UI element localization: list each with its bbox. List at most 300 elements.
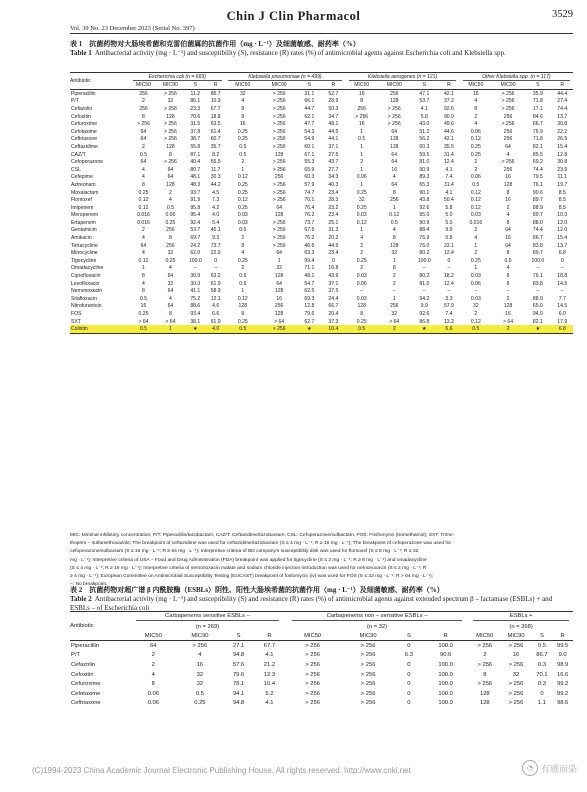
table-cell: 4 bbox=[506, 151, 510, 158]
table-cell: 2 bbox=[360, 265, 364, 272]
table-cell: 28.9 bbox=[328, 98, 339, 105]
table-cell: 69.7 bbox=[190, 235, 201, 242]
table-cell: 0.12 bbox=[470, 197, 481, 204]
table-cell: 31.5 bbox=[190, 121, 201, 128]
table-cell: 66.1 bbox=[304, 98, 315, 105]
table-cell: 16 bbox=[505, 197, 511, 204]
table2-caption-en-text: Antibacterial activity (mg · L⁻¹) and susceptibility (S) and resistance (R) rates (%) of antimicrobial agents against extended spectrum β – lactamase (ESBLs) + and ESBLs – of Escherichia coli bbox=[70, 595, 553, 612]
table-cell: 0.5 bbox=[239, 227, 247, 234]
note-line: ≥ 4 mg · L⁻¹); European Committee on Antimicrobial Susceptibility Testing (EUCAST) breakpoint of fosfomycin (iv) was used for FOS (S ≤ 32 mg · L⁻¹; R > 64 mg · L⁻¹); bbox=[70, 574, 433, 580]
table-cell: 64 bbox=[167, 174, 174, 181]
subheader-r: R bbox=[552, 81, 573, 90]
table-cell: – bbox=[422, 288, 426, 295]
table-cell: 35.5 bbox=[443, 143, 454, 150]
table-cell: > 256 bbox=[360, 661, 376, 668]
table-cell: 0.12 bbox=[138, 197, 149, 204]
table-cell: 12.8 bbox=[304, 303, 315, 310]
table-cell: 18.2 bbox=[443, 273, 454, 280]
table-cell: 90.9 bbox=[419, 166, 430, 173]
table-cell: 8 bbox=[474, 105, 478, 112]
table-cell: 100.0 bbox=[438, 690, 453, 697]
table-cell: 16 bbox=[140, 303, 147, 310]
table-cell: > 256 bbox=[305, 661, 320, 668]
table-cell: 32 bbox=[239, 90, 246, 97]
antibiotic-name: Cefepime bbox=[71, 174, 93, 181]
table-cell: 0.25 bbox=[237, 318, 248, 325]
table-cell: > 256 bbox=[272, 219, 286, 226]
table-cell: 50.3 bbox=[328, 105, 339, 112]
table-cell: 30.8 bbox=[557, 121, 568, 128]
table-cell: 1 bbox=[241, 288, 245, 295]
antibiotic-name: CSL bbox=[71, 166, 81, 173]
subheader-mic90: MIC90 bbox=[500, 631, 531, 641]
table-cell: 63.2 bbox=[210, 273, 221, 280]
table-cell: 8 bbox=[392, 189, 396, 196]
table-cell: 7.7 bbox=[558, 295, 566, 302]
subheader-mic50: MIC50 bbox=[225, 81, 261, 90]
table-cell: > 256 bbox=[163, 136, 177, 143]
table-cell: 0.25 bbox=[237, 128, 248, 135]
table-cell: 53.7 bbox=[419, 98, 430, 105]
table-cell: 66.7 bbox=[532, 121, 543, 128]
group-n: (n = 368) bbox=[509, 623, 533, 630]
table-cell: 64 bbox=[140, 136, 147, 143]
table-cell: 128 bbox=[274, 273, 284, 280]
table-cell: 50.4 bbox=[443, 197, 454, 204]
table-cell: 0.03 bbox=[470, 212, 481, 219]
table-cell: 23.9 bbox=[557, 166, 568, 173]
table-cell: 8 bbox=[241, 105, 245, 112]
antibiotic-header: Antibiotic bbox=[70, 73, 130, 90]
antibiotic-name: Meropenem bbox=[71, 212, 99, 219]
note-line: (S ≤ 4 mg · L⁻¹; R ≥ 16 mg · L⁻¹); Interpretive criteria of nemonoxacin malate and sodium chloride injection introduction was used for nemonoxacin (S ≤ 2 mg · L⁻¹; R bbox=[70, 565, 427, 571]
table-cell: 1 bbox=[142, 265, 145, 272]
table-cell: 17.1 bbox=[532, 105, 543, 112]
table-cell: 87.1 bbox=[190, 151, 201, 158]
table-cell: 2 bbox=[483, 652, 487, 659]
table-cell: 8 bbox=[241, 311, 245, 318]
table-row bbox=[70, 204, 573, 212]
table-cell: 55.3 bbox=[304, 159, 315, 166]
table-cell: 0.06 bbox=[147, 690, 159, 697]
table-cell: 30.8 bbox=[557, 159, 568, 166]
table-cell: 100.0 bbox=[438, 700, 453, 707]
antibiotic-name: Cefazolin bbox=[71, 661, 96, 668]
table2-caption bbox=[70, 586, 573, 613]
table-cell: 32 bbox=[167, 250, 174, 257]
table-cell: 48.1 bbox=[304, 273, 315, 280]
group-n: (n = 269) bbox=[195, 623, 220, 630]
table-row bbox=[70, 651, 573, 661]
table-cell: 0.016 bbox=[137, 212, 150, 219]
copyright-footer: (C)1994-2023 China Academic Journal Electronic Publishing House. All rights reserved. http://www.cnki.net bbox=[32, 766, 411, 775]
table-cell: 44.2 bbox=[210, 181, 221, 188]
table-cell: > 64 bbox=[165, 318, 176, 325]
table-cell: 71.8 bbox=[532, 136, 543, 143]
table-cell: > 256 bbox=[163, 105, 177, 112]
table-cell: 10.4 bbox=[263, 681, 276, 688]
table-cell: 70.1 bbox=[536, 671, 548, 678]
table-cell: 256 bbox=[503, 136, 513, 143]
table-cell: 94.0 bbox=[532, 311, 543, 318]
table-row bbox=[70, 641, 573, 651]
table-cell: 0.12 bbox=[138, 204, 149, 211]
table-cell: 2 bbox=[474, 166, 478, 173]
table-cell: 0.25 bbox=[237, 204, 248, 211]
table-cell: 73.7 bbox=[304, 219, 315, 226]
table-cell: 8.5 bbox=[558, 197, 566, 204]
table-cell: 8 bbox=[506, 280, 510, 287]
table-cell: 0.12 bbox=[470, 318, 481, 325]
antibiotic-name: Piperacillin bbox=[71, 642, 100, 649]
table-cell: 2 bbox=[506, 204, 510, 211]
table-cell: 44.1 bbox=[328, 136, 339, 143]
table-row bbox=[70, 310, 573, 318]
table-cell: 0.25 bbox=[237, 181, 248, 188]
table-cell: 12.4 bbox=[443, 250, 454, 257]
table-cell: 48.1 bbox=[328, 121, 339, 128]
table-cell: 2 bbox=[142, 143, 145, 150]
subheader-r: R bbox=[207, 81, 225, 90]
table-cell: 2 bbox=[474, 311, 478, 318]
table-cell: > 256 bbox=[272, 90, 286, 97]
table-row bbox=[70, 280, 573, 288]
table-cell: 0.06 bbox=[356, 280, 367, 287]
table-cell: 4 bbox=[392, 227, 396, 234]
table-cell: 128 bbox=[503, 303, 513, 310]
table-cell: – bbox=[447, 265, 451, 272]
table-cell: 90.6 bbox=[532, 189, 543, 196]
table1-subheader-row bbox=[70, 81, 573, 90]
table-cell: 64 bbox=[140, 242, 147, 249]
table-cell: 8 bbox=[168, 235, 172, 242]
table-cell: 0.25 bbox=[165, 219, 176, 226]
subheader-r: R bbox=[552, 631, 573, 641]
table-cell: 71.8 bbox=[532, 98, 543, 105]
table-cell: 128 bbox=[274, 151, 284, 158]
table-cell: 49.6 bbox=[443, 121, 454, 128]
antibiotic-name: Cefuroxime bbox=[71, 121, 98, 128]
table-cell: 1 bbox=[392, 295, 396, 302]
table-row bbox=[70, 660, 573, 670]
subheader-s: S bbox=[297, 81, 321, 90]
table-cell: 55.8 bbox=[190, 143, 201, 150]
table-cell: 32 bbox=[512, 671, 520, 678]
table-cell: 23.1 bbox=[443, 242, 454, 249]
table-cell: 64 bbox=[391, 181, 398, 188]
watermark bbox=[522, 760, 577, 776]
table-cell: 99.2 bbox=[556, 681, 569, 688]
table-cell: 1 bbox=[392, 204, 396, 211]
table-cell: > 256 bbox=[272, 98, 286, 105]
table1-caption-en-text: Antibacterial activity (mg · L⁻¹) and susceptibility (S), resistance (R) rates (%) of antimicrobial agents against Escherichia coli and Klebsiella spp. bbox=[94, 49, 506, 57]
table-cell: 95.4 bbox=[190, 212, 201, 219]
table-cell: 128 bbox=[274, 288, 284, 295]
table-cell: 8 bbox=[392, 265, 396, 272]
group-header: Carbapenems non – sensitive ESBLs – bbox=[285, 612, 469, 623]
table-cell: 48.3 bbox=[190, 181, 201, 188]
table-cell: 85.5 bbox=[532, 151, 543, 158]
table-cell: 0.12 bbox=[389, 212, 400, 219]
antibiotic-name: Tetracycline bbox=[71, 242, 98, 249]
antibiotic-name: P/T bbox=[71, 652, 81, 659]
antibiotic-name: CAZ/T bbox=[71, 151, 86, 158]
antibiotic-name: Sitafloxacin bbox=[71, 295, 98, 302]
table-cell: 46.5 bbox=[304, 242, 315, 249]
table-cell: 90.6 bbox=[439, 652, 452, 659]
table-cell: 86.1 bbox=[190, 98, 201, 105]
table-cell: 0 bbox=[407, 661, 411, 668]
table-cell: > 256 bbox=[163, 121, 177, 128]
antibiotic-name: Cefotaxime bbox=[71, 690, 101, 697]
antibiotic-name: Cefoperazone bbox=[71, 159, 104, 166]
table-cell: 94.8 bbox=[232, 700, 245, 707]
table-cell: 22.9 bbox=[210, 250, 221, 257]
table-cell: – bbox=[392, 288, 396, 295]
table-cell: 6.3 bbox=[404, 652, 413, 659]
table-cell: 64 bbox=[167, 166, 174, 173]
table-cell: – bbox=[560, 288, 564, 295]
table-row bbox=[70, 287, 573, 295]
table-cell: 4 bbox=[142, 174, 145, 181]
table-cell: 37.2 bbox=[443, 98, 454, 105]
table-cell: 8 bbox=[142, 288, 145, 295]
table-cell: 16 bbox=[505, 235, 511, 242]
table-cell: 0.06 bbox=[470, 280, 481, 287]
table-cell: 92.6 bbox=[419, 204, 430, 211]
table-cell: 0.06 bbox=[165, 212, 176, 219]
table-cell: 32 bbox=[276, 265, 282, 272]
subheader-r: R bbox=[438, 81, 460, 90]
table-cell: 2 bbox=[392, 280, 396, 287]
table-cell: > 256 bbox=[387, 113, 401, 120]
table-cell: 0.25 bbox=[194, 700, 206, 707]
table-cell: 98.6 bbox=[556, 700, 569, 707]
table-cell: 0.12 bbox=[470, 136, 481, 143]
table-cell: 91.9 bbox=[190, 197, 201, 204]
table-cell: 24.4 bbox=[328, 295, 339, 302]
antibiotic-name: SXT bbox=[71, 318, 81, 325]
table-cell: 4 bbox=[142, 250, 145, 257]
table-cell: 60.1 bbox=[304, 143, 315, 150]
group-header: Other Klebsiella spp. (n = 117) bbox=[460, 73, 573, 82]
table-cell: 4 bbox=[506, 212, 510, 219]
subheader-mic90: MIC90 bbox=[492, 81, 524, 90]
watermark-text: 有感而染 bbox=[540, 764, 577, 775]
table-cell: 8.5 bbox=[558, 204, 566, 211]
group-header: Carbapenems sensitive ESBLs – bbox=[130, 612, 285, 623]
subheader-r: R bbox=[422, 631, 469, 641]
table-cell: 1 bbox=[360, 227, 364, 234]
table-cell: ★ bbox=[297, 325, 321, 333]
table-cell: 100.0 bbox=[417, 257, 431, 264]
subheader-r: R bbox=[254, 631, 285, 641]
table-cell: > 256 bbox=[272, 181, 286, 188]
table-cell: 94.2 bbox=[419, 295, 430, 302]
table-cell: 64 bbox=[505, 227, 511, 234]
table-cell: 256 bbox=[139, 90, 148, 97]
table-cell: 0.12 bbox=[356, 219, 367, 226]
table-cell: 67.7 bbox=[210, 105, 221, 112]
table-cell: 11.7 bbox=[210, 166, 221, 173]
note-line: MIC: Minimal inhibitory concentration; P/T: Piperacillin/tazobactam; CAZ/T: Ceftazidime/tazobactam; CSL: Cefoperazone/sulbactam; FOS: Fosfomycin (tromethamol); SXT: Trime- bbox=[70, 533, 455, 538]
table-cell: 8 bbox=[483, 671, 487, 678]
table-cell: 43.0 bbox=[419, 121, 430, 128]
table-cell: > 256 bbox=[360, 681, 376, 688]
table-cell: 60.3 bbox=[419, 143, 430, 150]
table-cell: 0.5 bbox=[504, 257, 512, 264]
table1-caption bbox=[70, 40, 573, 58]
subheader-mic90: MIC90 bbox=[261, 81, 297, 90]
table-cell: 54.9 bbox=[304, 136, 315, 143]
table-cell: 40.3 bbox=[328, 181, 339, 188]
table-cell: 5.8 bbox=[445, 235, 453, 242]
table-cell: 15.4 bbox=[557, 235, 568, 242]
table-cell: 76.9 bbox=[419, 235, 430, 242]
table-cell: 42.1 bbox=[443, 136, 454, 143]
table-row bbox=[70, 679, 573, 689]
table-cell: 93.4 bbox=[190, 311, 201, 318]
table-cell: 0.06 bbox=[470, 128, 481, 135]
table-cell: ★ bbox=[184, 325, 207, 333]
table-cell: > 256 bbox=[272, 136, 286, 143]
table-cell: 9.0 bbox=[558, 652, 567, 659]
table-row bbox=[70, 234, 573, 242]
table-cell: 0.5 bbox=[166, 204, 174, 211]
table-cell: 0.5 bbox=[239, 280, 247, 287]
table-row bbox=[70, 143, 573, 151]
table-cell: 38.7 bbox=[190, 136, 201, 143]
table-row bbox=[70, 196, 573, 204]
table-cell: 1 bbox=[392, 257, 396, 264]
table-cell: 2 bbox=[241, 159, 245, 166]
table-cell: 8 bbox=[506, 189, 510, 196]
table-cell: 88.0 bbox=[532, 219, 543, 226]
table-cell: 16 bbox=[276, 295, 282, 302]
journal-title: Chin J Clin Pharmacol bbox=[226, 9, 361, 23]
table-cell: 31.1 bbox=[304, 90, 315, 97]
table-row bbox=[70, 303, 573, 311]
table-cell: 0.25 bbox=[138, 189, 149, 196]
antibiotic-name: Omadacycline bbox=[71, 265, 104, 272]
table-cell: 0.5 bbox=[239, 151, 247, 158]
subheader-mic90: MIC90 bbox=[378, 81, 411, 90]
table-cell: 35.7 bbox=[210, 143, 221, 150]
table-cell: 57.9 bbox=[443, 303, 454, 310]
table-cell: 8 bbox=[142, 181, 145, 188]
table-cell: 4 bbox=[241, 250, 245, 257]
antibiotic-name: Cefoxitin bbox=[71, 671, 94, 678]
table-cell: > 256 bbox=[272, 113, 286, 120]
page-number: 3529 bbox=[552, 9, 573, 20]
table-cell: 0 bbox=[407, 671, 411, 678]
table-cell: 32 bbox=[472, 303, 479, 310]
table-cell: 64 bbox=[140, 159, 147, 166]
table-cell: 74.4 bbox=[532, 227, 543, 234]
table-cell: 64 bbox=[167, 303, 174, 310]
table-cell: 0 bbox=[331, 257, 335, 264]
table-cell: 64 bbox=[167, 288, 174, 295]
subheader-s: S bbox=[396, 631, 422, 641]
table-cell: 256 bbox=[503, 128, 513, 135]
table-cell: 0.5 bbox=[358, 136, 366, 143]
table-cell: 0.5 bbox=[139, 151, 148, 158]
table-cell: 41.1 bbox=[190, 288, 201, 295]
table-cell: 128 bbox=[389, 143, 399, 150]
table-cell: 44.9 bbox=[328, 242, 339, 249]
table-cell: 0.25 bbox=[356, 257, 367, 264]
table-cell: 74.4 bbox=[557, 105, 568, 112]
table-row bbox=[70, 265, 573, 273]
table-cell: 5.8 bbox=[420, 113, 428, 120]
table-cell: > 256 bbox=[387, 121, 401, 128]
table-cell: 32 bbox=[358, 197, 365, 204]
table-cell: 12.1 bbox=[210, 295, 221, 302]
table-cell: 16 bbox=[505, 311, 511, 318]
table-cell: 23.4 bbox=[328, 250, 339, 257]
table-cell: 4.1 bbox=[265, 700, 274, 707]
antibiotic-name: Ceftriaxone bbox=[71, 700, 101, 707]
table-cell: 48.1 bbox=[190, 174, 201, 181]
table-cell: 59.5 bbox=[419, 151, 430, 158]
subheader-s: S bbox=[223, 631, 254, 641]
table-cell: 12.8 bbox=[557, 151, 568, 158]
table-cell: 0.03 bbox=[470, 295, 481, 302]
table-cell: 2 bbox=[151, 661, 155, 668]
table-cell: 0.06 bbox=[356, 174, 367, 181]
table-row bbox=[70, 120, 573, 128]
table-cell: 12.0 bbox=[557, 219, 568, 226]
table-row bbox=[70, 212, 573, 220]
table-cell: 20.2 bbox=[328, 235, 339, 242]
antibiotic-name: Moxalactam bbox=[71, 189, 99, 196]
table-cell: 4 bbox=[360, 235, 364, 242]
table-cell: 0 bbox=[407, 700, 411, 707]
table-cell: 2 bbox=[474, 250, 478, 257]
table-cell: 76.0 bbox=[419, 242, 430, 249]
table-cell: > 256 bbox=[508, 661, 524, 668]
table-cell: 4 bbox=[142, 280, 145, 287]
table-cell: 16 bbox=[391, 166, 398, 173]
table-cell: 11.1 bbox=[557, 174, 568, 181]
table-cell: 0.5 bbox=[460, 325, 492, 333]
table-cell: 16 bbox=[512, 652, 520, 659]
table-cell: 100.0 bbox=[531, 257, 545, 264]
table-cell: 0.25 bbox=[237, 136, 248, 143]
table-cell: 5.2 bbox=[265, 690, 274, 697]
table-cell: 64 bbox=[505, 242, 511, 249]
table-cell: 2 bbox=[142, 98, 145, 105]
table-cell: 47.1 bbox=[419, 90, 430, 97]
table-cell: 86.7 bbox=[536, 652, 548, 659]
table-cell: > 64 bbox=[503, 318, 514, 325]
table-cell: 37.5 bbox=[328, 288, 339, 295]
table-cell: 79.6 bbox=[232, 671, 245, 678]
table-cell: > 256 bbox=[261, 325, 297, 333]
table-cell: 54.3 bbox=[304, 128, 315, 135]
table-cell: – bbox=[474, 288, 478, 295]
table-cell: 3.3 bbox=[445, 295, 453, 302]
table-cell: 0.5 bbox=[537, 642, 546, 649]
table-cell: 42.1 bbox=[443, 90, 454, 97]
table-cell: 13.2 bbox=[443, 318, 454, 325]
table-cell: 2 bbox=[506, 295, 510, 302]
table-cell: 0.12 bbox=[470, 189, 481, 196]
table-cell: 256 bbox=[274, 174, 284, 181]
table-cell: 0 bbox=[407, 690, 411, 697]
table-cell: 6.0 bbox=[558, 311, 566, 318]
note-line: thoprim – sulfamethoxazole; The breakpoint of ceftazidime was used for ceftazidime/tazobactam (S ≤ 4 mg · L⁻¹; R ≥ 16 mg · L⁻¹); The breakpoint of cefoperazone was used for bbox=[70, 541, 452, 547]
